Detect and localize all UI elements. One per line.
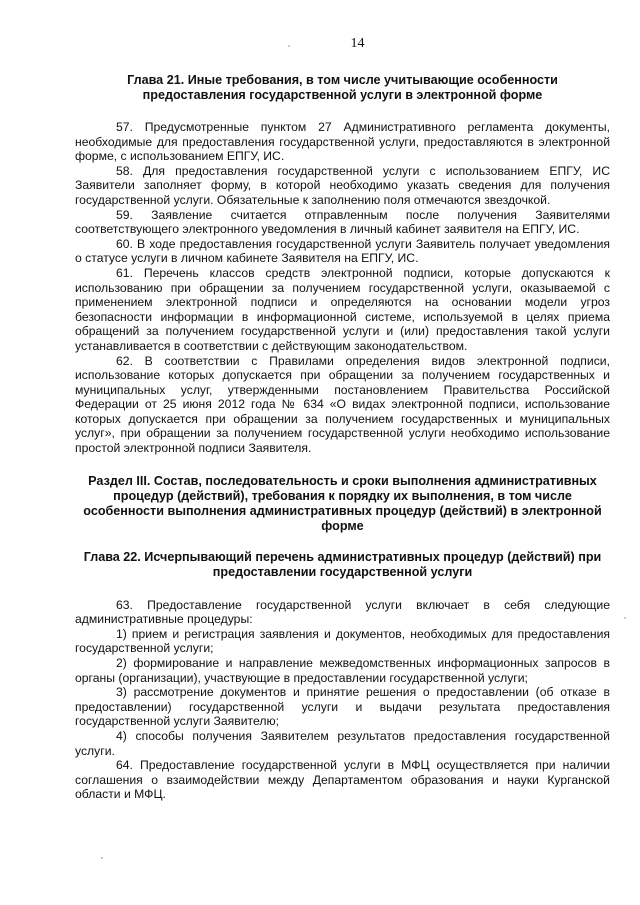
paragraph-64: 64. Предоставление государственной услуги в МФЦ осуществляется при наличии соглашения о взаимодействии между Департаментом образования и науки Курганской области и МФЦ. — [75, 758, 610, 802]
page-number: 14 — [350, 36, 365, 51]
paragraph-62: 62. В соответствии с Правилами определения видов электронной подписи, использование которых допускается при обращении за получением государственных и муниципальных услуг, утвержденными постановлением Правительства Российской Федерации от 25 июня 2012 года № 634 «О видах электронной подписи, использование которых допускается при обращении за получением государственных и муниципальных услуг», при обращении за получением государственной услуги необходимо использование простой электронной подписи Заявителя. — [75, 353, 610, 456]
paragraph-58: 58. Для предоставления государственной услуги с использованием ЕПГУ, ИС Заявители заполняет форму, в которой необходимо указать сведения для получения государственной услуги. Обязательные к заполнению поля отмечаются звездочкой. — [75, 163, 610, 207]
paragraph-63: 63. Предоставление государственной услуги включает в себя следующие административные процедуры: — [75, 597, 610, 627]
list-item-4: 4) способы получения Заявителем результатов предоставления государственной услуги. — [75, 729, 610, 758]
section-3-heading: Раздел III. Состав, последовательность и сроки выполнения административных процедур (действий), требования к порядку их выполнения, в том числе особенности выполнения административных процедур (действий) в электронной форме — [83, 473, 602, 533]
chapter-22-heading: Глава 22. Исчерпывающий перечень административных процедур (действий) при предоставлении государственной услуги — [83, 549, 602, 579]
scan-speck — [624, 617, 626, 619]
paragraph-60: 60. В ходе предоставления государственной услуги Заявитель получает уведомления о статусе услуги в личном кабинете Заявителя на ЕПГУ, ИС. — [75, 236, 610, 266]
scan-speck — [101, 857, 103, 859]
scan-speck — [288, 45, 290, 47]
paragraph-57: 57. Предусмотренные пунктом 27 Административного регламента документы, необходимые для предоставления государственной услуги, предоставляются в электронной форме, с использованием ЕПГУ, ИС. — [75, 120, 610, 164]
chapter-21-heading: Глава 21. Иные требования, в том числе учитывающие особенности предоставления государственной услуги в электронной форме — [127, 73, 558, 102]
list-item-1: 1) прием и регистрация заявления и документов, необходимых для предоставления государственной услуги; — [75, 626, 610, 656]
list-item-3: 3) рассмотрение документов и принятие решения о предоставлении (об отказе в предоставлении) государственной услуги и выдачи результата предоставления государственной услуги Заявителю; — [75, 685, 610, 729]
paragraph-59: 59. Заявление считается отправленным после получения Заявителями соответствующего электронного уведомления в личный кабинет заявителя на ЕПГУ, ИС. — [75, 207, 610, 237]
list-item-2: 2) формирование и направление межведомственных информационных запросов в органы (организации), участвующие в предоставлении государственной услуги; — [75, 656, 610, 685]
paragraph-61: 61. Перечень классов средств электронной подписи, которые допускаются к использованию при обращении за получением государственной услуги, оказываемой с применением электронной подписи и определяются на основании модели угроз безопасности информации в информационной системе, используемой в целях приема обращений за получением государственной услуги и (или) предоставления такой услуги устанавливается в соответствии с действующим законодательством. — [75, 265, 610, 353]
